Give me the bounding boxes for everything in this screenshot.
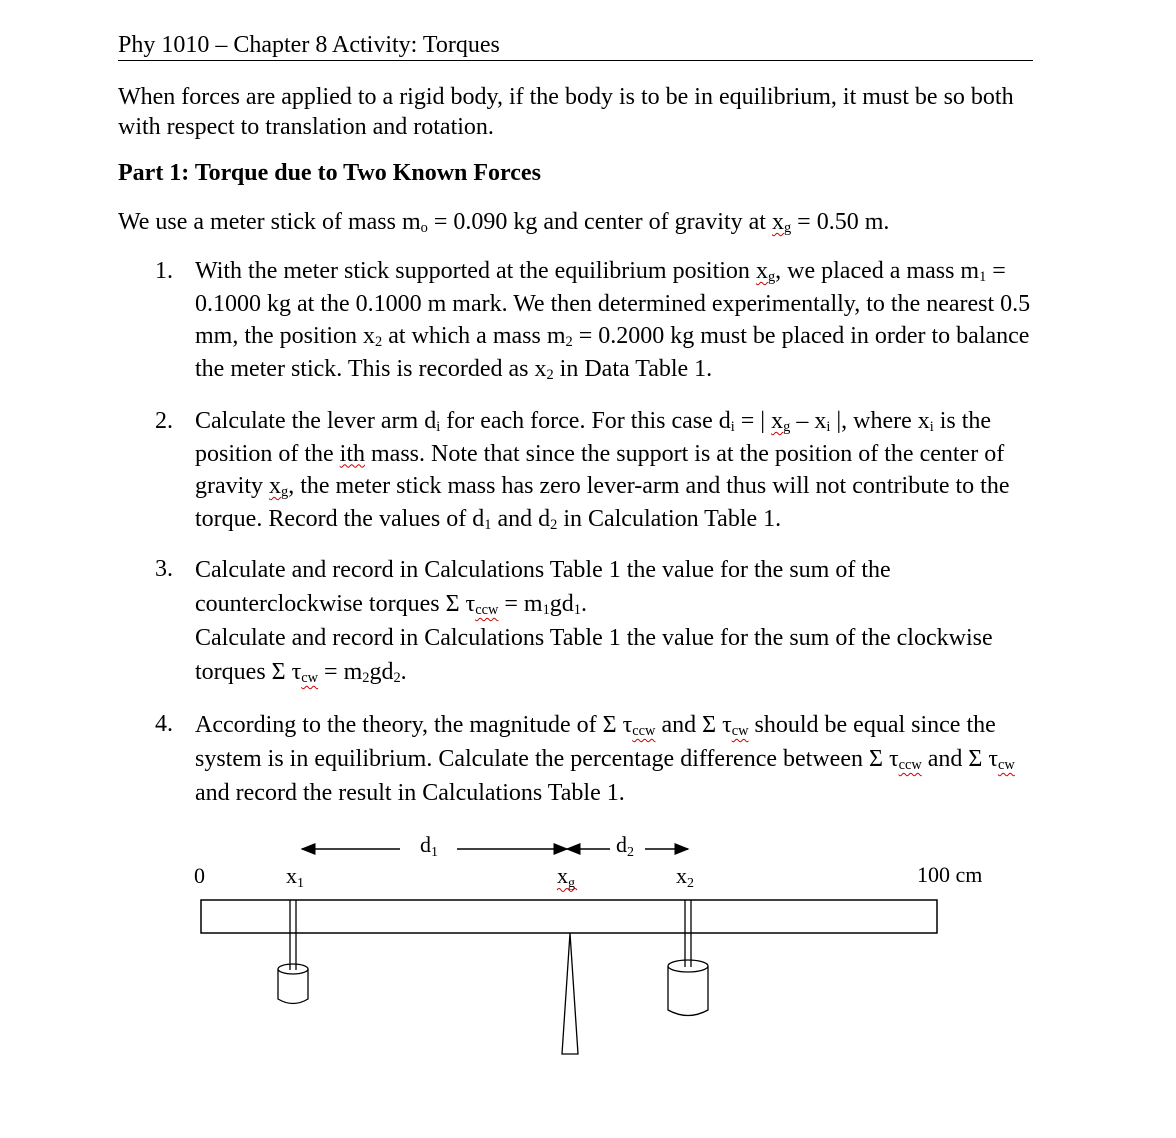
xg-letter: x — [771, 408, 784, 434]
text-run: at which a mass m — [382, 323, 566, 349]
xg-sub: g — [783, 419, 791, 435]
cw-sub: cw — [998, 757, 1015, 773]
step-number: 2. — [155, 408, 173, 434]
xg-letter: x — [268, 473, 281, 499]
sub-2: 2 — [546, 366, 554, 383]
intro-paragraph: When forces are applied to a rigid body, if the body is to be in equilibrium, it must be so both with respect to translation and rotation. — [118, 84, 1014, 140]
text-run: . — [400, 659, 407, 685]
step-number: 3. — [155, 556, 173, 582]
meter-stick — [201, 900, 937, 933]
d2-label: d2 — [616, 832, 634, 860]
sub-2: 2 — [362, 670, 370, 686]
text-run: for each force. For this case d — [440, 408, 731, 434]
text-run: |, where x — [830, 408, 930, 434]
text-run: . — [580, 591, 587, 617]
text-run: , we placed a mass m — [775, 258, 980, 284]
text-run: gd — [549, 591, 574, 617]
xg-sub: g — [280, 484, 289, 500]
sub-2: 2 — [393, 670, 401, 686]
step-number: 4. — [155, 711, 173, 737]
text-run: = 0.2000 kg must be placed in order to balance the meter stick. This is recorded as x — [195, 323, 1030, 382]
text-run: = m — [498, 591, 543, 617]
d1-label: d1 — [420, 832, 438, 860]
sub-2: 2 — [375, 334, 383, 350]
xg-letter: x — [771, 209, 784, 235]
text-run: in Calculation Table 1. — [557, 505, 782, 532]
cw-sub: cw — [301, 670, 319, 686]
part-1-heading: Part 1: Torque due to Two Known Forces — [118, 160, 541, 186]
sub-i: i — [826, 419, 831, 435]
x2-label: x2 — [676, 863, 694, 891]
text-run: = | — [734, 408, 772, 434]
ith-word: ith — [339, 440, 365, 467]
sub-2: 2 — [565, 334, 573, 350]
text-run: is the position of the — [195, 408, 992, 467]
x1-label: x1 — [286, 863, 304, 891]
text-run: mass. Note that since the support is at the position of the center of gravity — [195, 440, 1005, 499]
text-run: With the meter stick supported at the equilibrium position — [195, 258, 756, 284]
fulcrum-support — [562, 933, 578, 1054]
xg-label: xg — [557, 863, 575, 891]
sub-2: 2 — [550, 516, 558, 533]
xg-sub: g — [767, 269, 776, 285]
title-text: Phy 1010 – Chapter 8 Activity: Torques — [118, 32, 500, 58]
given-text: = 0.090 kg and center of gravity at — [427, 209, 772, 235]
text-run: – x — [790, 408, 827, 434]
text-run: , the meter stick mass has zero lever-arm and thus will not contribute to the torque. Record the values of d — [195, 473, 1010, 532]
ccw-sub: ccw — [475, 602, 499, 618]
ccw-sub: ccw — [898, 757, 922, 773]
given-mass-sub: o — [420, 220, 428, 236]
sub-i: i — [929, 419, 934, 435]
text-run: Calculate and record in Calculations Table 1 the value for the sum of the counterclockwise torques Σ τ — [195, 557, 891, 617]
text-run: in Data Table 1. — [553, 355, 713, 382]
given-text: We use a meter stick of mass m — [118, 209, 421, 235]
given-text: = 0.50 m. — [791, 209, 890, 235]
text-run: gd — [369, 659, 394, 685]
text-run: = 0.1000 kg at the 0.1000 m mark. We then determined experimentally, to the nearest 0.5 mm, the position x — [195, 258, 1031, 349]
sub-1: 1 — [542, 602, 550, 618]
text-run: Calculate and record in Calculations Table 1 the value for the sum of the clockwise torques Σ τ — [195, 625, 993, 685]
ccw-sub: ccw — [632, 723, 656, 739]
end-label: 100 cm — [917, 862, 983, 887]
text-run: According to the theory, the magnitude of Σ τ — [195, 712, 633, 738]
zero-label: 0 — [194, 863, 205, 888]
text-run: = m — [318, 659, 363, 685]
text-run: should be equal since the system is in equilibrium. Calculate the percentage difference between Σ τ — [195, 712, 996, 772]
sub-i: i — [730, 419, 735, 435]
step-number: 1. — [155, 258, 173, 284]
xg-letter: x — [755, 258, 768, 284]
text-run: Calculate the lever arm d — [195, 408, 437, 434]
xg-sub: g — [783, 220, 792, 236]
text-run: and record the result in Calculations Table 1. — [195, 780, 625, 806]
sub-1: 1 — [484, 516, 492, 533]
text-run: and d — [491, 505, 551, 532]
sub-1: 1 — [979, 269, 987, 285]
cw-sub: cw — [731, 723, 749, 739]
sub-1: 1 — [573, 602, 581, 618]
text-run: and Σ τ — [655, 712, 732, 738]
sub-i: i — [436, 419, 441, 435]
text-run: and Σ τ — [921, 746, 999, 772]
